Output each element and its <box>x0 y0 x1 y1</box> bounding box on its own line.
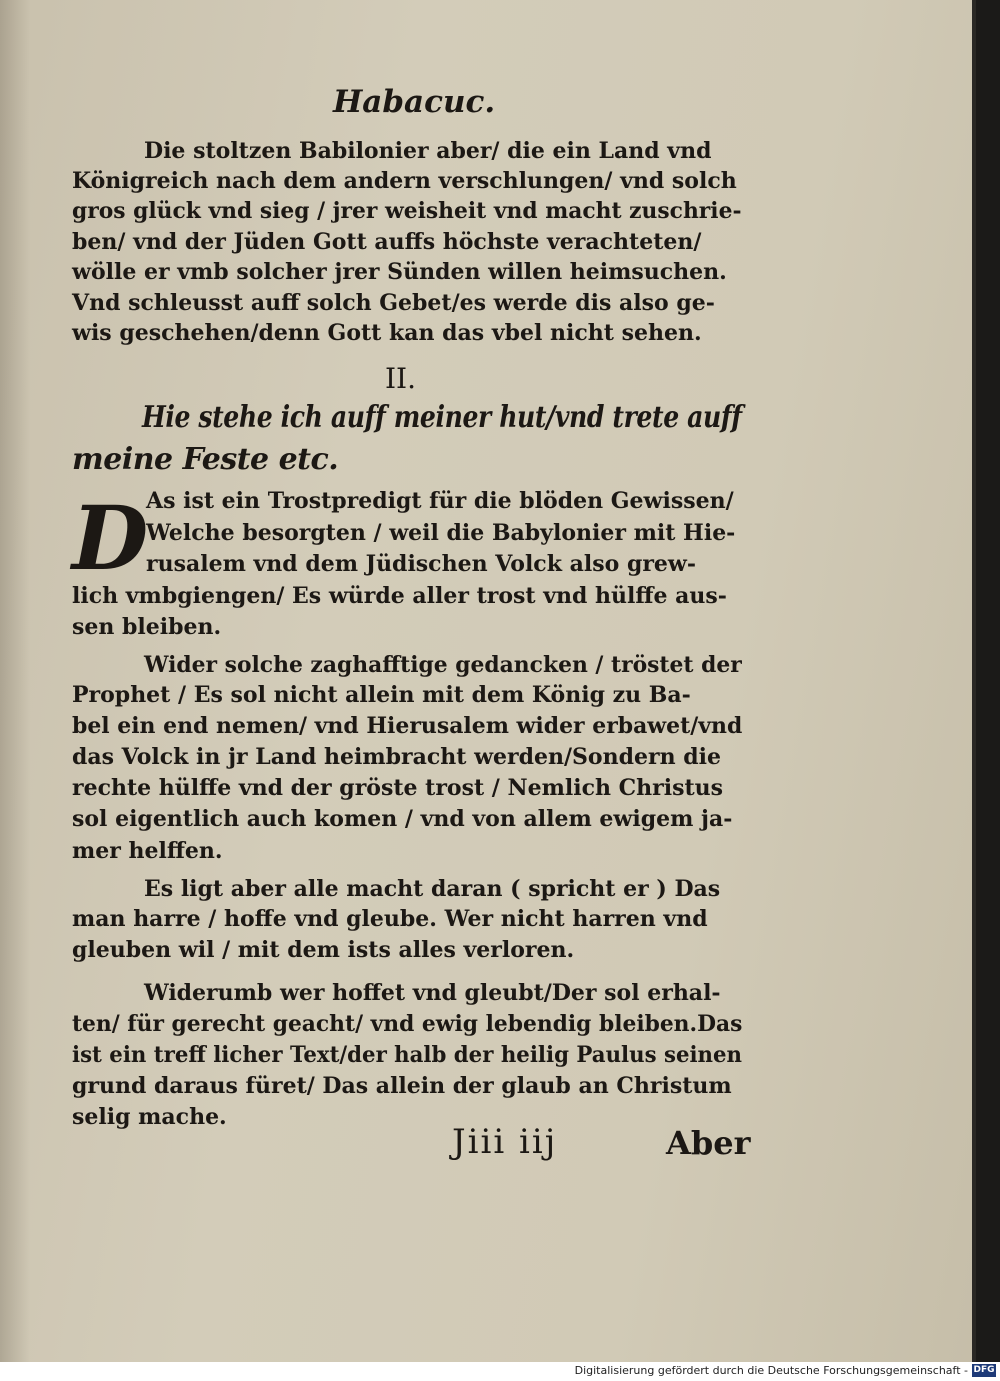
para3-line-1: Wider solche zaghafftige gedancken / tröstet der <box>144 652 742 678</box>
signature-mark: Jiii iij <box>452 1122 558 1162</box>
section-number: II. <box>385 362 417 395</box>
drop-cap-initial: D <box>71 486 149 590</box>
heading-line-1: Hie stehe ich auff meiner hut/vnd trete auff <box>142 400 742 435</box>
para4-line-1: Es ligt aber alle macht daran ( spricht er ) Das <box>144 876 721 902</box>
para3-line-4: das Volck in jr Land heimbracht werden/Sondern die <box>72 744 721 770</box>
para3-line-5: rechte hülffe vnd der gröste trost / Nemlich Christus <box>72 775 724 801</box>
para1-line-3: gros glück vnd sieg / jrer weisheit vnd macht zuschrie- <box>72 198 742 224</box>
para5-line-3: ist ein treff licher Text/der halb der heilig Paulus seinen <box>72 1042 743 1068</box>
para3-line-3: bel ein end nemen/ vnd Hierusalem wider erbawet/vnd <box>72 713 743 739</box>
para5-line-2: ten/ für gerecht geacht/ vnd ewig lebendig bleiben.Das <box>72 1011 743 1037</box>
para1-line-2: Königreich nach dem andern verschlungen/ vnd solch <box>72 168 737 194</box>
para4-line-3: gleuben wil / mit dem ists alles verloren. <box>72 937 575 963</box>
para4-line-2: man harre / hoffe vnd gleube. Wer nicht harren vnd <box>72 906 708 932</box>
para5-line-1: Widerumb wer hoffet vnd gleubt/Der sol erhal- <box>144 980 721 1006</box>
para5-line-5: selig mache. <box>72 1104 227 1130</box>
heading-line-2: meine Feste etc. <box>72 442 339 477</box>
para2-line-1: As ist ein Trostpredigt für die blöden Gewissen/ <box>146 488 734 514</box>
para2-line-2: Welche besorgten / weil die Babylonier mit Hie- <box>146 520 736 546</box>
para1-line-6: Vnd schleusst auff solch Gebet/es werde dis also ge- <box>72 290 715 316</box>
dfg-logo: DFG <box>973 1365 995 1375</box>
para3-line-2: Prophet / Es sol nicht allein mit dem König zu Ba- <box>72 682 691 708</box>
gutter-shadow <box>0 0 30 1362</box>
running-header: Habacuc. <box>333 84 496 120</box>
para1-line-4: ben/ vnd der Jüden Gott auffs höchste verachteten/ <box>72 229 702 255</box>
para1-line-1: Die stoltzen Babilonier aber/ die ein Land vnd <box>144 138 712 164</box>
catchword: Aber <box>666 1124 751 1162</box>
para1-line-7: wis geschehen/denn Gott kan das vbel nicht sehen. <box>72 320 702 346</box>
para1-line-5: wölle er vmb solcher jrer Sünden willen heimsuchen. <box>72 259 727 285</box>
para3-line-6: sol eigentlich auch komen / vnd von allem ewigem ja- <box>72 806 733 832</box>
para2-line-5: sen bleiben. <box>72 614 222 640</box>
para2-line-4: lich vmbgiengen/ Es würde aller trost vnd hülffe aus- <box>72 583 727 609</box>
para3-line-7: mer helffen. <box>72 838 223 864</box>
para5-line-4: grund daraus füret/ Das allein der glaub an Christum <box>72 1073 732 1099</box>
para2-line-3: rusalem vnd dem Jüdischen Volck also grew- <box>146 551 696 577</box>
digitization-credit: Digitalisierung gefördert durch die Deutsche Forschungsgemeinschaft - <box>574 1364 968 1377</box>
